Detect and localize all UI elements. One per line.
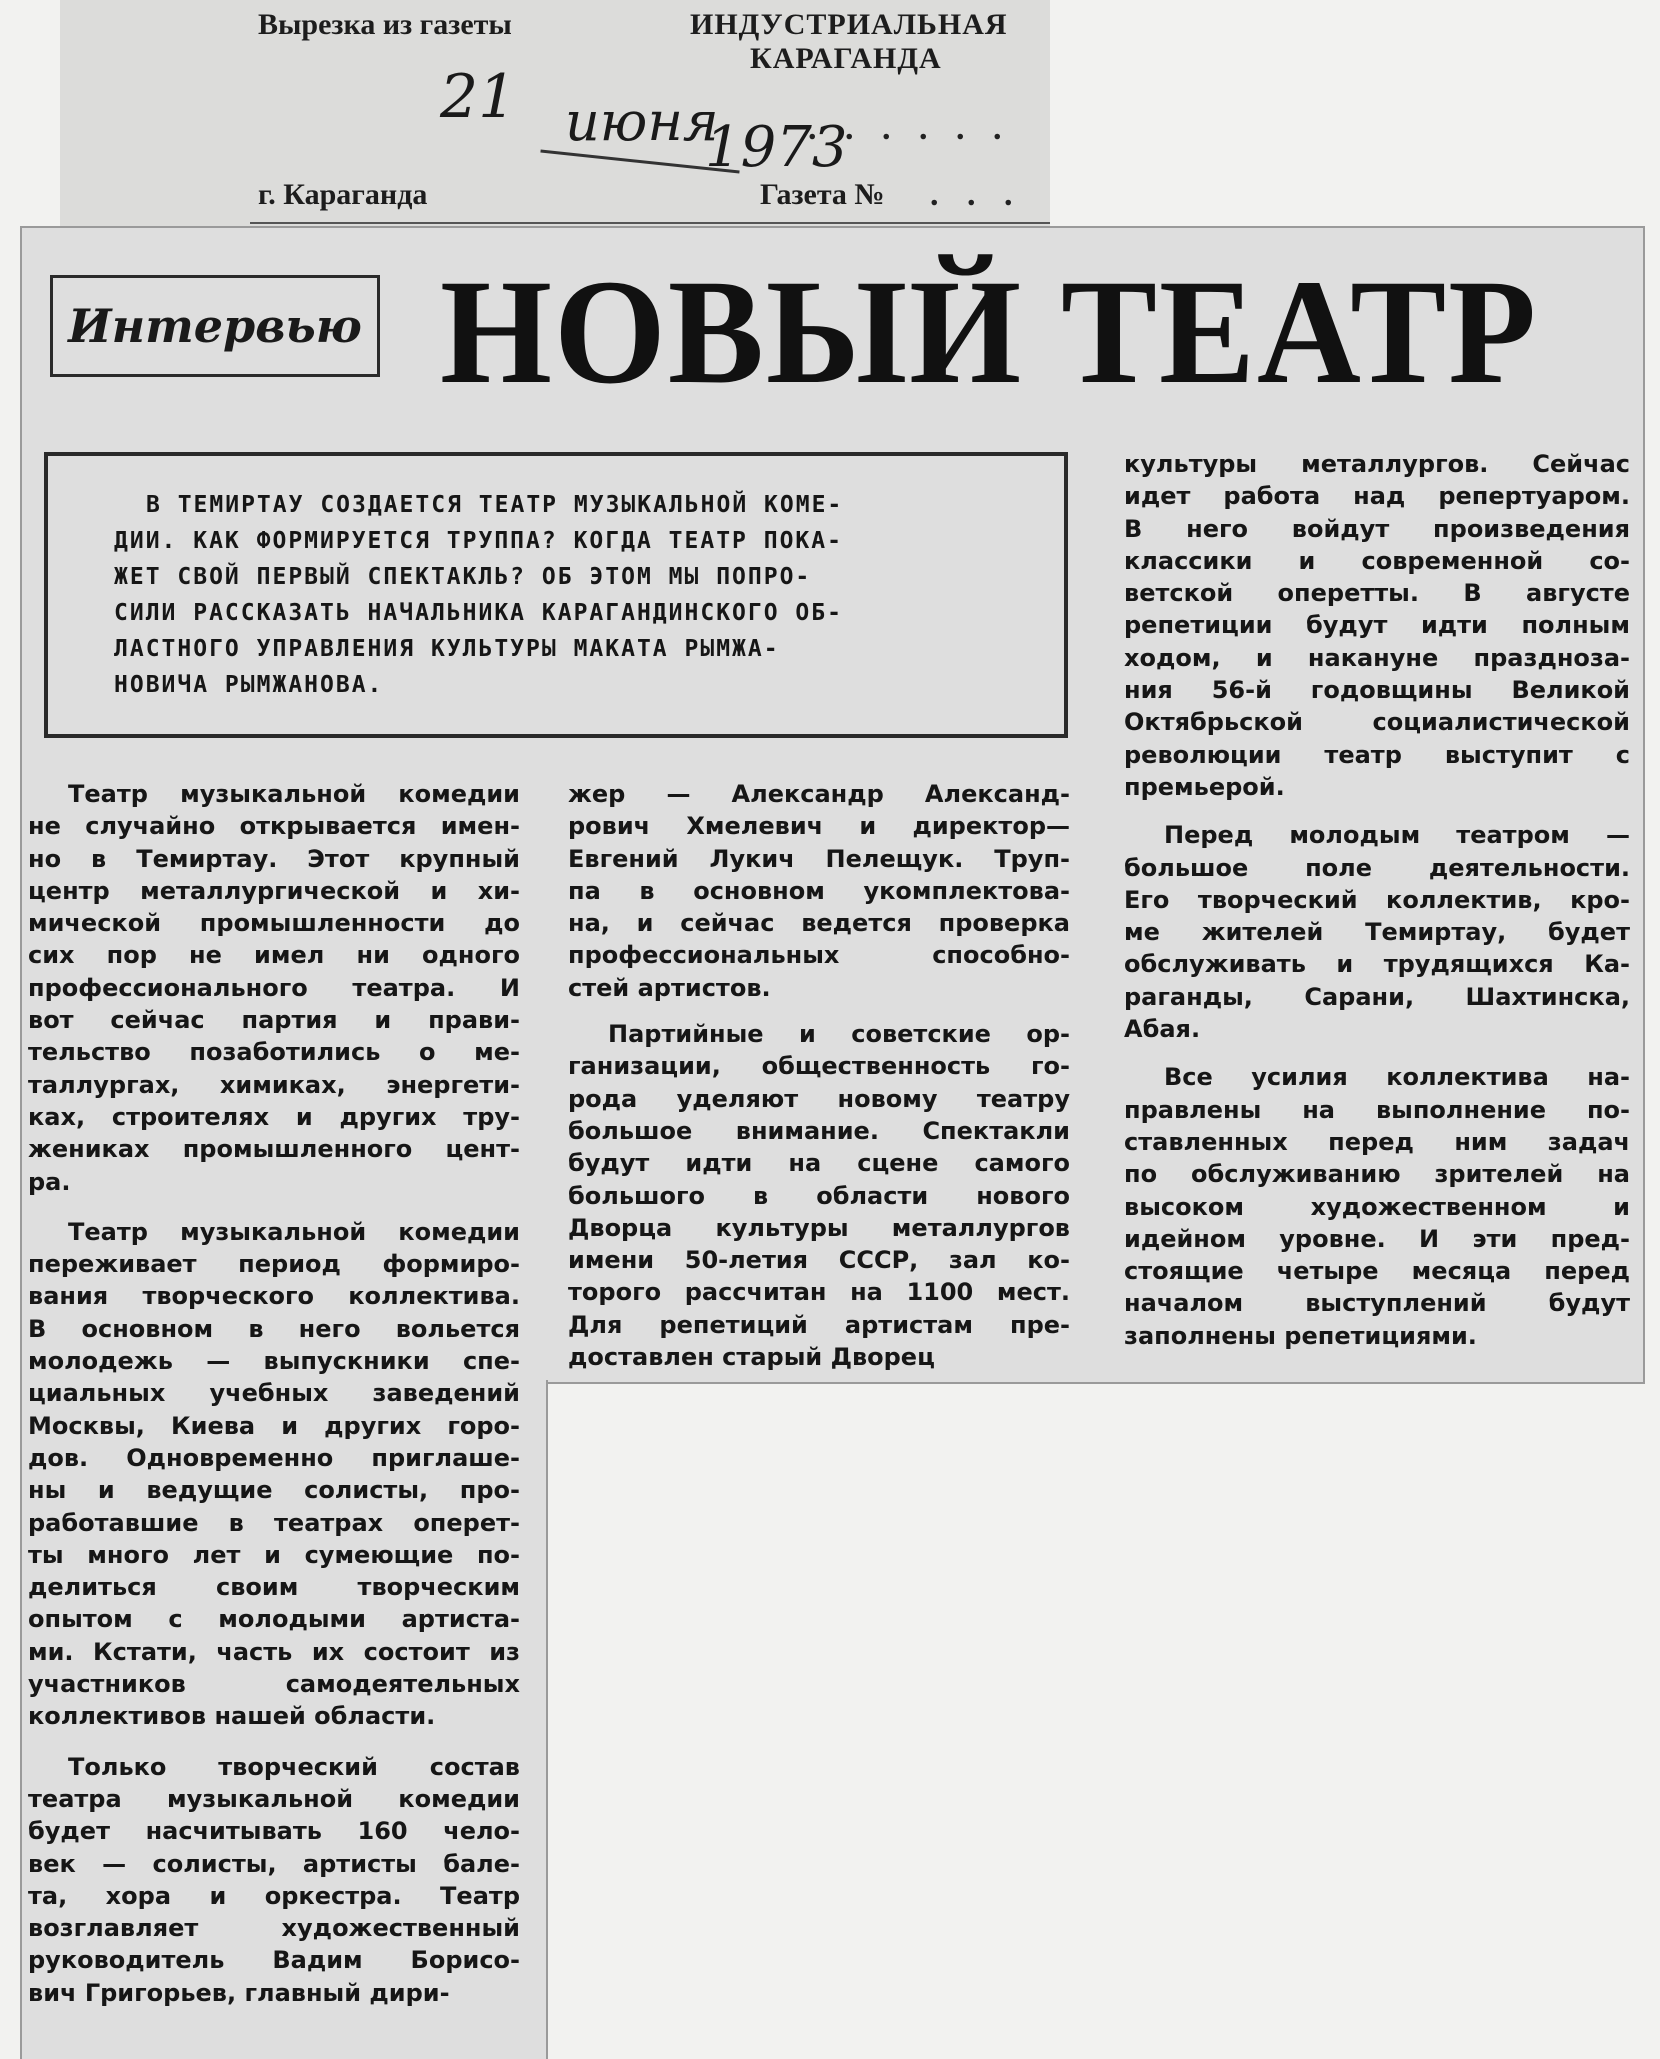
article-text-line: ках, строителях и других тру- (28, 1103, 520, 1131)
issue-label: Газета № (760, 178, 885, 211)
article-text-line: возглавляет художественный (28, 1914, 520, 1942)
article-text-line: театра музыкальной комедии (28, 1785, 520, 1813)
article-text-line: репетиции будут идти полным (1124, 611, 1630, 639)
newspaper-name-line1: ИНДУСТРИАЛЬНАЯ (690, 8, 1008, 41)
article-text-line: будут идти на сцене самого (568, 1149, 1070, 1177)
article-text-line: па в основном укомплектова- (568, 877, 1070, 905)
lead-line: ЛАСТНОГО УПРАВЛЕНИЯ КУЛЬТУРЫ МАКАТА РЫМЖА- (114, 636, 780, 662)
article-text-line: Абая. (1124, 1015, 1201, 1043)
article-text-line: Только творческий состав (68, 1753, 520, 1781)
article-text-line: классики и современной со- (1124, 547, 1630, 575)
article-text-line: коллективов нашей области. (28, 1702, 436, 1730)
lead-box (44, 452, 1068, 738)
article-text-line: вания творческого коллектива. (28, 1282, 520, 1310)
article-text-line: не случайно открывается имен- (28, 812, 520, 840)
article-text-line: тельство позаботились о ме- (28, 1038, 520, 1066)
article-text-line: жениках промышленного цент- (28, 1135, 520, 1163)
article-text-line: профессиональных способно- (568, 941, 1070, 969)
article-text-line: жер — Александр Александ- (568, 780, 1070, 808)
article-text-line: ты много лет и сумеющие по- (28, 1541, 520, 1569)
article-text-line: правлены на выполнение по- (1124, 1096, 1630, 1124)
lead-line: В ТЕМИРТАУ СОЗДАЕТСЯ ТЕАТР МУЗЫКАЛЬНОЙ КОМЕ- (146, 492, 844, 518)
newspaper-name-line2: КАРАГАНДА (750, 42, 942, 75)
article-text-line: рович Хмелевич и директор— (568, 812, 1070, 840)
article-text-line: большое внимание. Спектакли (568, 1117, 1070, 1145)
article-text-line: циальных учебных заведений (28, 1379, 520, 1407)
article-text-line: ми. Кстати, часть их состоит из (28, 1638, 520, 1666)
article-text-line: та, хора и оркестра. Театр (28, 1882, 520, 1910)
label-rule (250, 222, 1050, 224)
article-text-line: вот сейчас партия и прави- (28, 1006, 520, 1034)
article-text-line: вич Григорьев, главный дири- (28, 1979, 450, 2007)
handwritten-year: 1973 (705, 115, 848, 180)
article-text-line: идейном уровне. И эти пред- (1124, 1225, 1630, 1253)
article-text-line: рода уделяют новому театру (568, 1085, 1070, 1113)
article-text-line: доставлен старый Дворец (568, 1343, 935, 1371)
article-text-line: молодежь — выпускники спе- (28, 1347, 520, 1375)
article-text-line: Театр музыкальной комедии (68, 780, 520, 808)
rubric-box (50, 275, 380, 377)
article-text-line: Перед молодым театром — (1164, 821, 1630, 849)
article-text-line: руководитель Вадим Борисо- (28, 1946, 520, 1974)
article-text-line: Театр музыкальной комедии (68, 1218, 520, 1246)
article-text-line: сих пор не имел ни одного (28, 941, 520, 969)
article-text-line: идет работа над репертуаром. (1124, 482, 1630, 510)
article-text-line: имени 50-летия СССР, зал ко- (568, 1246, 1070, 1274)
article-text-line: ния 56-й годовщины Великой (1124, 676, 1630, 704)
article-text-line: В основном в него вольется (28, 1315, 520, 1343)
rubric-label: Интервью (68, 299, 362, 353)
article-text-line: ганизации, общественность го- (568, 1052, 1070, 1080)
article-text-line: дов. Одновременно приглаше- (28, 1444, 520, 1472)
article-text-line: работавшие в театрах оперет- (28, 1509, 520, 1537)
article-text-line: Все усилия коллектива на- (1164, 1063, 1630, 1091)
article-text-line: опытом с молодыми артиста- (28, 1605, 520, 1633)
article-text-line: началом выступлений будут (1124, 1289, 1630, 1317)
article-text-line: центр металлургической и хи- (28, 877, 520, 905)
article-text-line: Евгений Лукич Пелещук. Труп- (568, 845, 1070, 873)
article-text-line: стей артистов. (568, 974, 771, 1002)
article-text-line: по обслуживанию зрителей на (1124, 1160, 1630, 1188)
article-text-line: ны и ведущие солисты, про- (28, 1476, 520, 1504)
article-text-line: Октябрьской социалистической (1124, 708, 1630, 736)
article-text-line: В него войдут произведения (1124, 515, 1630, 543)
article-text-line: участников самодеятельных (28, 1670, 520, 1698)
article-text-line: Партийные и советские ор- (608, 1020, 1070, 1048)
article-text-line: делиться своим творческим (28, 1573, 520, 1601)
handwritten-day: 21 (440, 62, 517, 132)
lead-line: ЖЕТ СВОЙ ПЕРВЫЙ СПЕКТАКЛЬ? ОБ ЭТОМ МЫ ПОПРО- (114, 564, 812, 590)
lead-line: СИЛИ РАССКАЗАТЬ НАЧАЛЬНИКА КАРАГАНДИНСКОГО ОБ- (114, 600, 843, 626)
article-text-line: большого в области нового (568, 1182, 1070, 1210)
article-text-line: ме жителей Темиртау, будет (1124, 918, 1630, 946)
article-text-line: но в Темиртау. Этот крупный (28, 845, 520, 873)
article-text-line: век — солисты, артисты бале- (28, 1850, 520, 1878)
article-text-line: переживает период формиро- (28, 1250, 520, 1278)
article-text-line: профессионального театра. И (28, 974, 520, 1002)
clipping-label-title: Вырезка из газеты (258, 8, 512, 41)
article-text-line: обслуживать и трудящихся Ка- (1124, 950, 1630, 978)
headline: НОВЫЙ ТЕАТР (440, 249, 1539, 415)
article-text-line: Москвы, Киева и других горо- (28, 1412, 520, 1440)
handwritten-month: июня (565, 90, 719, 153)
article-text-line: мической промышленности до (28, 909, 520, 937)
article-text-line: ра. (28, 1168, 71, 1196)
article-text-line: культуры металлургов. Сейчас (1124, 450, 1630, 478)
article-text-line: премьерой. (1124, 773, 1285, 801)
article-text-line: стоящие четыре месяца перед (1124, 1257, 1630, 1285)
article-text-line: революции театр выступит с (1124, 741, 1630, 769)
article-text-line: Для репетиций артистам пре- (568, 1311, 1070, 1339)
date-dots: . . . . . . (808, 110, 1012, 147)
article-text-line: на, и сейчас ведется проверка (568, 909, 1070, 937)
article-text-line: таллургах, химиках, энергети- (28, 1071, 520, 1099)
article-text-line: большое поле деятельности. (1124, 854, 1630, 882)
article-text-line: высоком художественном и (1124, 1193, 1630, 1221)
article-text-line: ставленных перед ним задач (1124, 1128, 1630, 1156)
article-text-line: торого рассчитан на 1100 мест. (568, 1278, 1070, 1306)
article-text-line: Дворца культуры металлургов (568, 1214, 1070, 1242)
lead-line: НОВИЧА РЫМЖАНОВА. (114, 672, 384, 698)
article-text-line: заполнены репетициями. (1124, 1322, 1477, 1350)
article-text-line: ветской оперетты. В августе (1124, 579, 1630, 607)
article-text-line: Его творческий коллектив, кро- (1124, 886, 1630, 914)
article-text-line: ходом, и накануне праздноза- (1124, 644, 1630, 672)
city-label: г. Караганда (258, 178, 428, 211)
lead-line: ДИИ. КАК ФОРМИРУЕТСЯ ТРУППА? КОГДА ТЕАТР ПОКА- (114, 528, 843, 554)
issue-dots: . . . (930, 176, 1023, 213)
article-text-line: будет насчитывать 160 чело- (28, 1817, 520, 1845)
article-text-line: раганды, Сарани, Шахтинска, (1124, 983, 1630, 1011)
